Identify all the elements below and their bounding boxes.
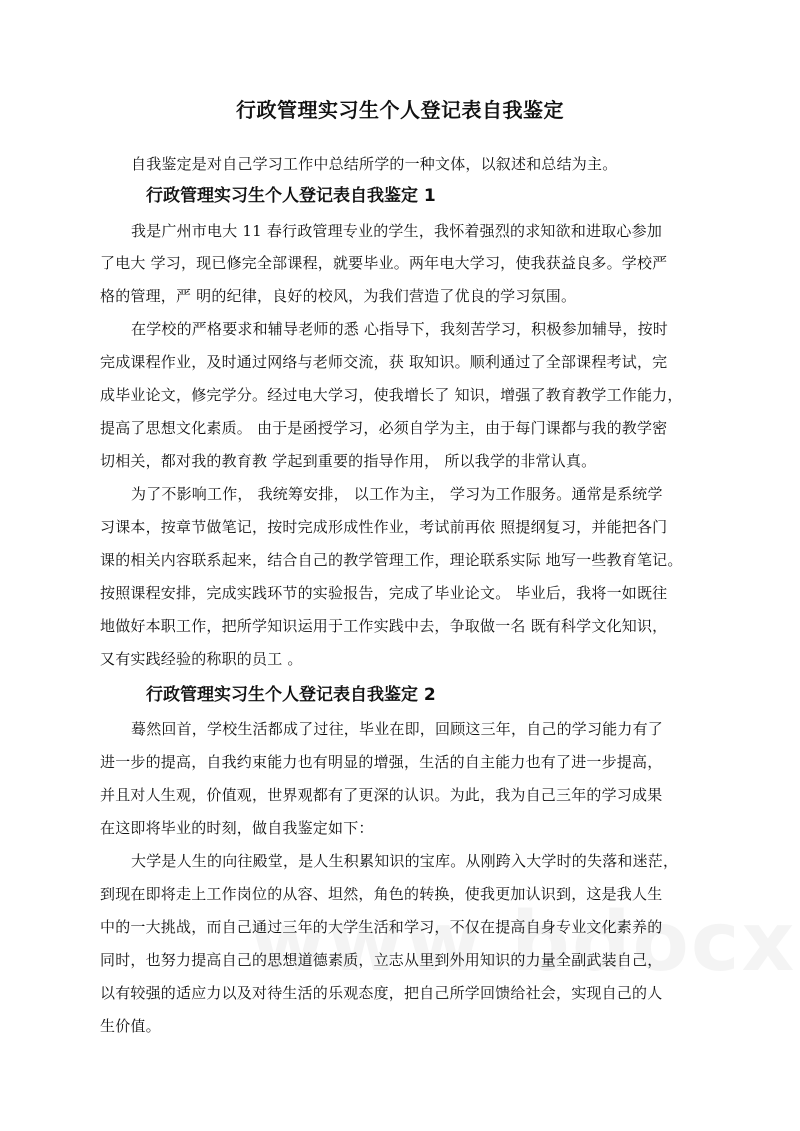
text-line: 在学校的严格要求和辅导老师的悉 心指导下，我刻苦学习，积极参加辅导，按时 bbox=[131, 320, 668, 338]
text-line: 生价值。 bbox=[100, 1017, 161, 1035]
text-line: 中的一大挑战，而自己通过三年的大学生活和学习，不仅在提高自身专业文化素养的 bbox=[100, 918, 663, 936]
text-line: 到现在即将走上工作岗位的从容、坦然，角色的转换，使我更加认识到，这是我人生 bbox=[100, 885, 663, 903]
text-line: 习课本，按章节做笔记，按时完成形成性作业，考试前再依 照提纲复习，并能把各门 bbox=[100, 518, 668, 536]
document-title: 行政管理实习生个人登记表自我鉴定 bbox=[236, 98, 564, 122]
text-line: 按照课程安排，完成实践环节的实验报告，完成了毕业论文。 毕业后，我将一如既往 bbox=[100, 584, 668, 602]
text-line: 并且对人生观，价值观，世界观都有了更深的认识。为此，我为自己三年的学习成果 bbox=[100, 786, 663, 804]
text-line: 同时，也努力提高自己的思想道德素质，立志从里到外用知识的力量全副武装自己， bbox=[100, 951, 663, 969]
intro-line: 自我鉴定是对自己学习工作中总结所学的一种文体，以叙述和总结为主。 bbox=[131, 155, 618, 173]
text-line: 进一步的提高，自我约束能力也有明显的增强，生活的自主能力也有了进一步提高， bbox=[100, 753, 663, 771]
text-line: 提高了思想文化素质。 由于是函授学习，必须自学为主，由于每门课都与我的教学密 bbox=[100, 419, 668, 437]
text-line: 切相关，都对我的教育教 学起到重要的指导作用， 所以我学的非常认真。 bbox=[100, 452, 597, 470]
watermark bbox=[250, 895, 800, 990]
text-line: 为了不影响工作， 我统筹安排， 以工作为主， 学习为工作服务。通常是系统学 bbox=[131, 485, 663, 503]
text-line: 课的相关内容联系起来，结合自己的教学管理工作，理论联系实际 地写一些教育笔记。 bbox=[100, 551, 683, 569]
section-2-heading: 行政管理实习生个人登记表自我鉴定 2 bbox=[146, 685, 436, 705]
text-line: 大学是人生的向往殿堂，是人生积累知识的宝库。从刚跨入大学时的失落和迷茫， bbox=[131, 852, 679, 870]
text-line: 格的管理，严 明的纪律，良好的校风，为我们营造了优良的学习氛围。 bbox=[100, 287, 577, 305]
text-line: 在这即将毕业的时刻，做自我鉴定如下： bbox=[100, 819, 374, 837]
text-line: 又有实践经验的称职的员工 。 bbox=[100, 650, 303, 668]
text-line: 蓦然回首，学校生活都成了过往，毕业在即，回顾这三年，自己的学习能力有了 bbox=[131, 720, 664, 738]
text-line: 地做好本职工作，把所学知识运用于工作实践中去，争取做一名 既有科学文化知识， bbox=[100, 617, 668, 635]
text-line: 了电大 学习，现已修完全部课程，就要毕业。两年电大学习，使我获益良多。学校严 bbox=[100, 254, 668, 272]
section-1-heading: 行政管理实习生个人登记表自我鉴定 1 bbox=[146, 186, 436, 206]
text-line: 我是广州市电大 11 春行政管理专业的学生，我怀着强烈的求知欲和进取心参加 bbox=[131, 222, 663, 240]
text-line: 成毕业论文，修完学分。经过电大学习，使我增长了 知识，增强了教育教学工作能力， bbox=[100, 386, 683, 404]
text-line: 完成课程作业，及时通过网络与老师交流，获 取知识。顺利通过了全部课程考试，完 bbox=[100, 353, 668, 371]
text-line: 以有较强的适应力以及对待生活的乐观态度，把自己所学回馈给社会，实现自己的人 bbox=[100, 984, 663, 1002]
